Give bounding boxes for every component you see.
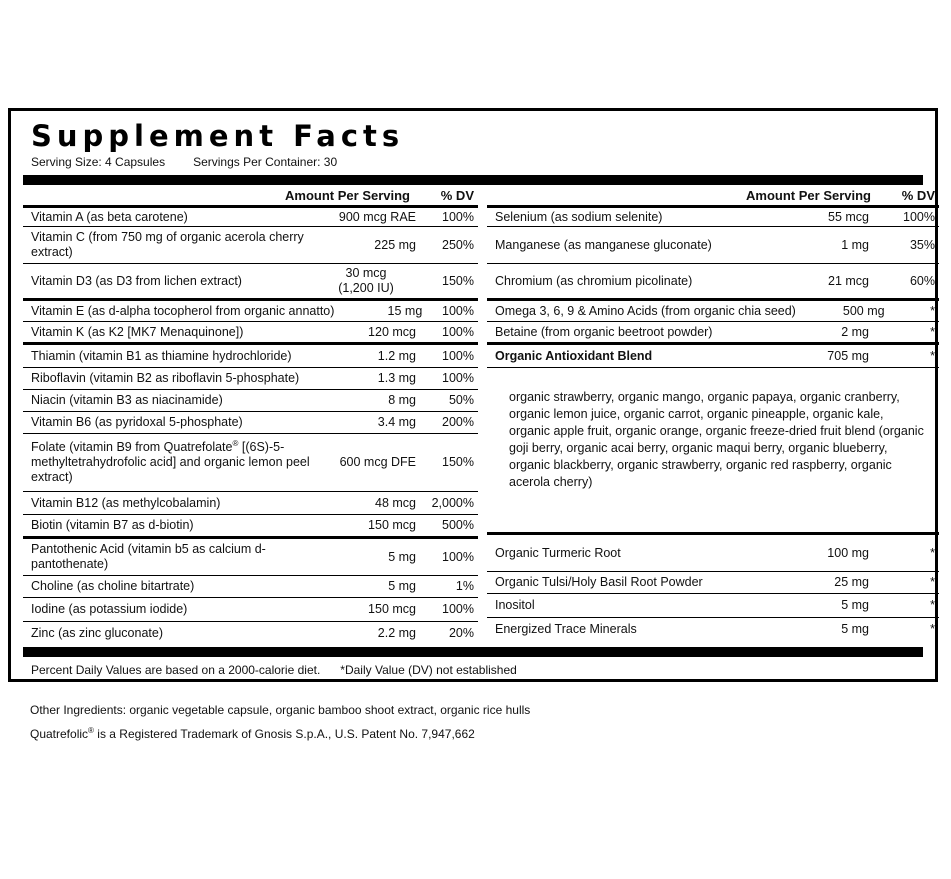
registered-mark: ® — [232, 438, 239, 448]
nutrient-amount: 705 mg — [827, 348, 869, 363]
nutrient-row — [23, 208, 478, 227]
nutrient-name: Niacin (vitamin B3 as niacinamide) — [31, 393, 223, 407]
nutrient-dv: * — [930, 622, 935, 636]
trademark-name: Quatrefolic — [30, 727, 89, 741]
left-column — [23, 185, 478, 647]
nutrient-amount: 120 mcg — [368, 324, 416, 339]
nutrient-amount: 15 mg — [387, 303, 423, 318]
nutrient-row — [23, 515, 478, 539]
nutrient-dv: 1% — [455, 579, 474, 593]
right-header — [487, 185, 939, 208]
nutrient-row — [487, 535, 939, 572]
nutrient-amount: 225 mg — [374, 237, 416, 252]
nutrient-row — [487, 618, 939, 641]
nutrient-dv: 100% — [442, 549, 474, 564]
nutrient-name: Organic Turmeric Root — [495, 545, 621, 560]
nutrient-amount: 1.2 mg — [377, 348, 416, 363]
nutrient-name — [23, 440, 316, 485]
nutrient-row — [23, 345, 478, 368]
nutrient-amount: 900 mcg RAE — [338, 209, 416, 224]
nutrient-dv: 100% — [442, 371, 474, 385]
amount-line: 30 mcg — [345, 266, 387, 280]
nutrient-row — [23, 227, 478, 264]
nutrient-dv: 35% — [909, 237, 935, 252]
star-footnote: *Daily Value (DV) not established — [340, 663, 517, 677]
nutrient-name: Organic Tulsi/Holy Basil Root Powder — [495, 575, 703, 589]
nutrient-amount: 25 mg — [834, 575, 869, 589]
nutrient-dv: * — [930, 348, 935, 363]
nutrient-row — [487, 572, 939, 594]
nutrient-name: Omega 3, 6, 9 & Amino Acids (from organic chia seed) — [495, 303, 796, 318]
nutrient-amount: 8 mg — [388, 393, 416, 407]
nutrient-dv: 20% — [448, 626, 474, 640]
nutrient-name: Vitamin A (as beta carotene) — [31, 209, 188, 224]
amount-header: Amount Per Serving — [285, 187, 410, 203]
name-part: [(6S)-5-methyltetrahydrofolic acid] and organic lemon peel extract) — [31, 440, 310, 484]
nutrient-name: Chromium (as chromium picolinate) — [495, 273, 693, 288]
bottom-divider — [23, 647, 923, 657]
nutrient-dv: 100% — [442, 602, 474, 616]
trademark-note — [30, 727, 475, 741]
nutrient-amount: 500 mg — [842, 303, 885, 318]
amount-header: Amount Per Serving — [746, 187, 871, 203]
nutrient-dv: * — [930, 545, 935, 560]
nutrient-dv: 150% — [442, 455, 474, 469]
nutrient-amount: 21 mcg — [828, 273, 869, 288]
nutrient-amount: 5 mg — [841, 598, 869, 612]
nutrient-name: Choline (as choline bitartrate) — [31, 579, 195, 593]
left-header — [23, 185, 478, 208]
servings-per-container: Servings Per Container: 30 — [193, 155, 338, 169]
nutrient-name: Manganese (as manganese gluconate) — [495, 237, 712, 252]
right-column — [487, 185, 939, 647]
nutrient-row — [23, 492, 478, 515]
nutrient-dv: 200% — [442, 415, 474, 429]
name-part: Folate (vitamin B9 from Quatrefolate — [31, 440, 233, 454]
nutrient-name: Selenium (as sodium selenite) — [495, 209, 663, 224]
nutrient-name: Zinc (as zinc gluconate) — [31, 626, 164, 640]
nutrient-row — [23, 412, 478, 434]
nutrient-amount: 5 mg — [841, 622, 869, 636]
nutrient-amount: 600 mcg DFE — [339, 455, 416, 469]
nutrient-row — [487, 227, 939, 264]
nutrient-dv: 150% — [442, 273, 474, 288]
nutrient-name: Organic Antioxidant Blend — [495, 348, 653, 363]
nutrient-amount: 150 mcg — [368, 518, 416, 532]
nutrient-row — [23, 264, 478, 301]
nutrient-row — [487, 322, 939, 345]
nutrient-row — [23, 322, 478, 345]
footnotes — [31, 663, 517, 677]
nutrient-name: Iodine (as potassium iodide) — [31, 602, 188, 616]
nutrient-name: Vitamin K (as K2 [MK7 Menaquinone]) — [31, 324, 244, 339]
nutrient-amount: 48 mcg — [375, 495, 416, 510]
dv-footnote: Percent Daily Values are based on a 2000-calorie diet. — [31, 663, 321, 677]
dv-header: % DV — [901, 187, 935, 203]
nutrient-row — [487, 208, 939, 227]
nutrient-row — [487, 345, 939, 368]
column-gap — [478, 185, 487, 647]
nutrient-name: Vitamin C (from 750 mg of organic acerola cherry extract) — [31, 230, 304, 259]
nutrient-name: Vitamin D3 (as D3 from lichen extract) — [31, 273, 242, 288]
nutrient-amount: 1 mg — [841, 237, 869, 252]
nutrient-row — [23, 539, 478, 576]
nutrient-row — [23, 368, 478, 390]
nutrient-row — [487, 594, 939, 618]
nutrient-dv: 100% — [442, 209, 474, 224]
nutrient-amount: 3.4 mg — [377, 415, 416, 429]
antioxidant-blend-ingredients: organic strawberry, organic mango, organic papaya, organic cranberry, organic lemon juice, organic carrot, organic pineapple, organic kale, organic apple fruit, organic orange, organic freeze-dried fruit blend (organic goji berry, organic acai berry, organic maqui berry, organic blueberry, organic blackberry, organic strawberry, organic red raspberry, organic acerola cherry) — [487, 368, 939, 535]
nutrient-row — [23, 434, 478, 492]
nutrient-name: Biotin (vitamin B7 as d-biotin) — [31, 518, 194, 532]
nutrient-amount: 55 mcg — [828, 209, 869, 224]
nutrient-row — [23, 576, 478, 598]
nutrient-dv: * — [930, 575, 935, 589]
serving-size: Serving Size: 4 Capsules — [31, 155, 166, 169]
nutrient-dv: 250% — [442, 237, 474, 252]
amount-line: (1,200 IU) — [338, 281, 394, 295]
nutrient-row — [23, 301, 478, 322]
nutrient-name: Pantothenic Acid (vitamin b5 as calcium d-pantothenate) — [31, 542, 266, 571]
nutrient-amount: 1.3 mg — [377, 371, 416, 385]
trademark-text: is a Registered Trademark of Gnosis S.p.A., U.S. Patent No. 7,947,662 — [93, 727, 475, 741]
nutrient-amount — [316, 266, 422, 296]
nutrient-dv: * — [930, 324, 935, 339]
nutrient-dv: 100% — [903, 209, 935, 224]
nutrient-dv: 50% — [448, 393, 474, 407]
nutrient-row — [23, 622, 478, 645]
supplement-facts-panel — [8, 108, 938, 682]
nutrient-name: Riboflavin (vitamin B2 as riboflavin 5-phosphate) — [31, 371, 300, 385]
nutrient-amount: 5 mg — [388, 579, 416, 593]
panel-title: Supplement Facts — [31, 119, 405, 153]
nutrient-dv: 100% — [442, 303, 474, 318]
other-ingredients: Other Ingredients: organic vegetable capsule, organic bamboo shoot extract, organic rice hulls — [30, 703, 531, 717]
nutrient-name: Thiamin (vitamin B1 as thiamine hydrochloride) — [31, 348, 292, 363]
nutrient-dv: 500% — [442, 518, 474, 532]
nutrient-dv: 60% — [909, 273, 935, 288]
nutrient-amount: 100 mg — [827, 545, 869, 560]
nutrient-dv: 2,000% — [431, 495, 474, 510]
nutrient-name: Energized Trace Minerals — [495, 622, 637, 636]
dv-header: % DV — [440, 187, 474, 203]
nutrient-row — [487, 264, 939, 301]
nutrient-name: Betaine (from organic beetroot powder) — [495, 324, 713, 339]
nutrient-row — [23, 598, 478, 622]
nutrient-row — [487, 301, 939, 322]
serving-info — [31, 155, 337, 169]
nutrient-name: Vitamin B6 (as pyridoxal 5-phosphate) — [31, 415, 243, 429]
nutrient-dv: * — [930, 303, 935, 318]
nutrient-name: Vitamin B12 (as methylcobalamin) — [31, 495, 221, 510]
registered-mark: ® — [88, 726, 94, 735]
nutrient-amount: 2.2 mg — [377, 626, 416, 640]
nutrient-dv: 100% — [442, 324, 474, 339]
nutrient-amount: 2 mg — [841, 324, 869, 339]
nutrient-name: Inositol — [495, 598, 535, 612]
nutrient-row — [23, 390, 478, 412]
nutrient-dv: 100% — [442, 348, 474, 363]
nutrient-amount: 5 mg — [388, 549, 416, 564]
nutrient-name: Vitamin E (as d-alpha tocopherol from organic annatto) — [31, 303, 335, 318]
top-divider — [23, 175, 923, 185]
nutrient-dv: * — [930, 598, 935, 612]
nutrient-amount: 150 mcg — [368, 602, 416, 616]
